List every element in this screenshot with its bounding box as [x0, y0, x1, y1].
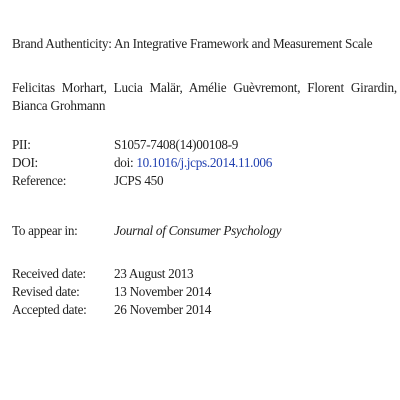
- revised-date: 13 November 2014: [114, 284, 212, 299]
- received-date: 23 August 2013: [114, 266, 194, 281]
- journal-name: Journal of Consumer Psychology: [114, 223, 282, 238]
- doi-prefix: doi:: [114, 155, 134, 170]
- doi-label: DOI:: [12, 155, 38, 170]
- accepted-date: 26 November 2014: [114, 302, 212, 317]
- revised-label: Revised date:: [12, 284, 80, 299]
- authors-line-1: Felicitas Morhart, Lucia Malär, Amélie Guèvremont, Florent Girardin,: [12, 80, 397, 95]
- pii-label: PII:: [12, 137, 31, 152]
- pii-value: S1057-7408(14)00108-9: [114, 137, 239, 152]
- accepted-label: Accepted date:: [12, 302, 87, 317]
- article-title: Brand Authenticity: An Integrative Framework and Measurement Scale: [12, 36, 373, 51]
- doi-link[interactable]: 10.1016/j.jcps.2014.11.006: [136, 155, 272, 170]
- authors-line-2: Bianca Grohmann: [12, 98, 106, 113]
- to-appear-label: To appear in:: [12, 223, 78, 238]
- doi-value: [114, 155, 272, 171]
- reference-label: Reference:: [12, 173, 67, 188]
- received-label: Received date:: [12, 266, 86, 281]
- reference-value: JCPS 450: [114, 173, 164, 188]
